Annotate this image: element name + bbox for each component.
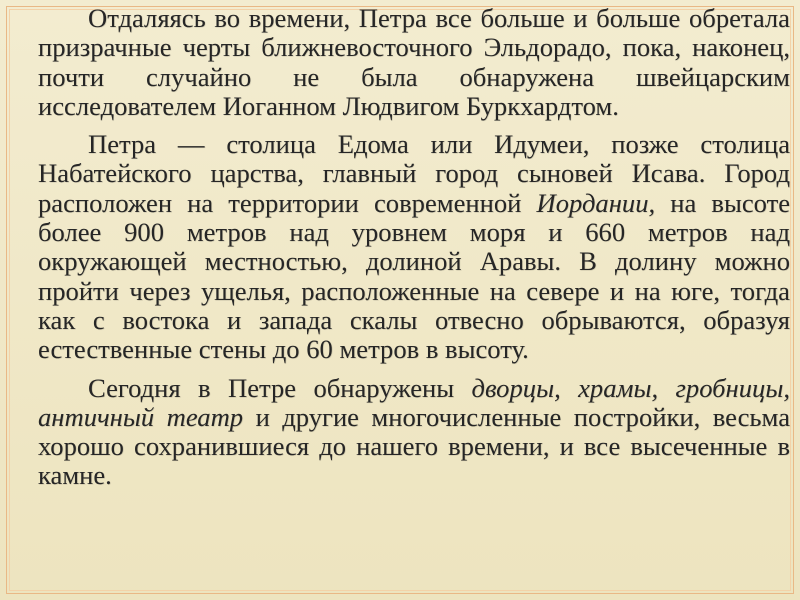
paragraph-2-italic-jordan: Иордании,	[536, 187, 656, 218]
text-body	[38, 4, 790, 491]
paragraph-3-italic-monuments: дворцы, храмы, гробницы, античный театр	[38, 372, 790, 432]
paragraph-3-text-a: Сегодня в Петре обнаружены	[88, 372, 472, 403]
paragraph-3	[38, 374, 790, 491]
paragraph-2	[38, 130, 790, 364]
paragraph-1	[38, 4, 790, 121]
paragraph-2-text-b: на высоте более 900 метров над уровнем моря и 660 метров над окружающей местностью, долиной Аравы. В долину можно пройти через ущелья, расположенные на севере и на юге, тогда как с востока и запада скалы отвесно обрываются, образуя естественные стены до 60 метров в высоту.	[38, 187, 790, 365]
paragraph-1-text: Отдаляясь во времени, Петра все больше и больше обретала призрачные черты ближневосточного Эльдорадо, пока, наконец, почти случайно не была обнаружена швейцарским исследователем Иоганном Людвигом Буркхардтом.	[38, 3, 790, 121]
paragraph-2-text-a: Петра — столица Едома или Идумеи, позже столица Набатейского царства, главный город сыновей Исава. Город расположен на территории современной	[38, 129, 790, 218]
paragraph-3-text-b: и другие многочисленные постройки, весьма хорошо сохранившиеся до нашего времени, и все высеченные в камне.	[38, 401, 790, 491]
